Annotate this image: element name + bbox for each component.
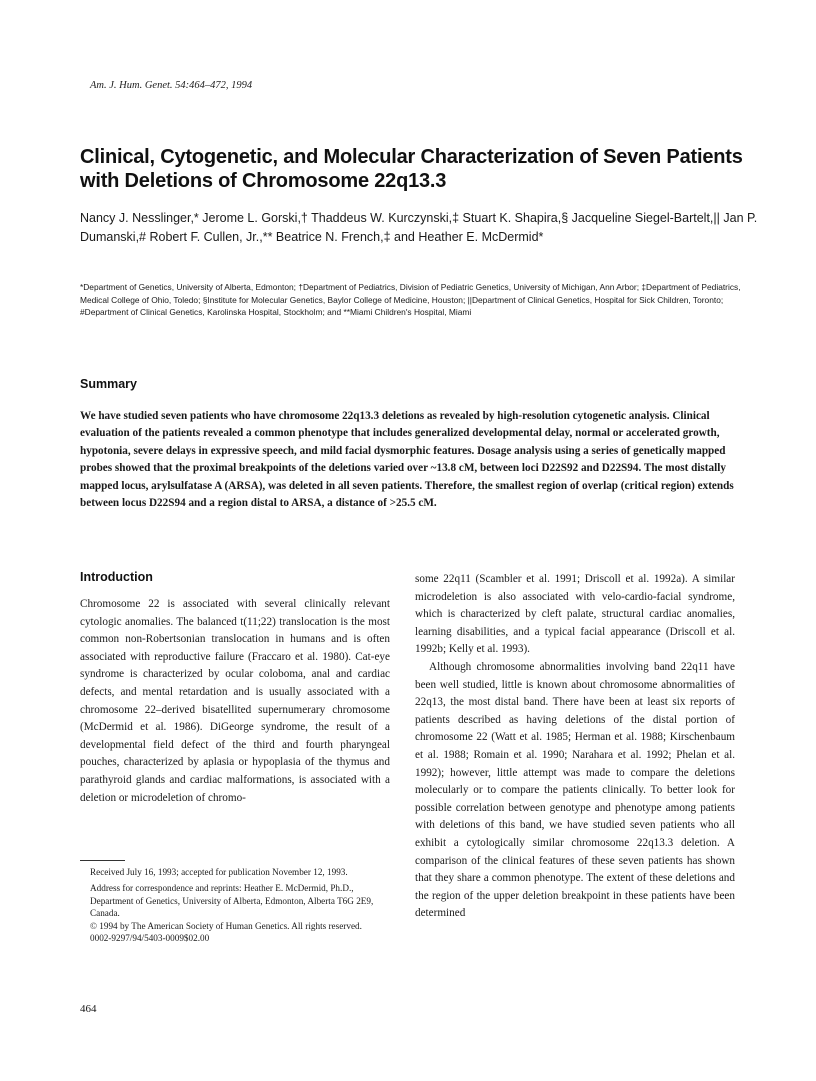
summary-text: We have studied seven patients who have chromosome 22q13.3 deletions as revealed by high-resolution cytogenetic analysis. Clinical evaluation of the patients revealed a common phenotype that includes generalized developmental delay, normal or accelerated growth, hypotonia, severe delays in expressive speech, and mild facial dysmorphic features. Dosage analysis using a series of genetically mapped probes showed that the proximal breakpoints of the deletions varied over ~13.8 cM, between loci D22S92 and D22S94. The most distally mapped locus, arylsulfatase A (ARSA), was deleted in all seven patients. Therefore, the smallest region of overlap (critical region) extends between locus D22S94 and a region distal to ARSA, a distance of >25.5 cM. <box>80 410 734 510</box>
footnote-copyright: © 1994 by The American Society of Human Genetics. All rights reserved. <box>90 920 362 931</box>
left-column <box>80 570 390 807</box>
introduction-heading: Introduction <box>80 570 153 584</box>
summary-heading: Summary <box>80 377 137 391</box>
footnote-code: 0002-9297/94/5403-0009$02.00 <box>90 933 210 944</box>
introduction-paragraph-1-continued: some 22q11 (Scambler et al. 1991; Driscoll et al. 1992a). A similar microdeletion is also associated with velo-cardio-facial syndrome, which is characterized by cleft palate, structural cardiac anomalies, learning disabilities, and a typical facial appearance (Driscoll et al. 1992b; Kelly et al. 1993). <box>415 573 735 656</box>
introduction-paragraph-2: Although chromosome abnormalities involving band 22q11 have been well studied, little is known about chromosome abnormalities of 22q13, the most distal band. There have been at least six reports of patients described as having deletions of the distal portion of chromosome 22 (Watt et al. 1985; Herman et al. 1988; Kirschenbaum et al. 1988; Romain et al. 1990; Narahara et al. 1992; Phelan et al. 1992); however, little attempt was made to compare the deletions molecularly or to compare the patients clinically. To better look for possible correlation between genotype and phenotype among patients with deletions of this band, we have studied seven patients who all exhibit a cytologically similar chromosome 22q13.3 deletion. A comparison of the clinical features of these seven patients has shown that they share a common phenotype. The extent of these deletions and the region of the upper deletion breakpoint in these patients have been determined <box>415 660 735 920</box>
journal-reference: Am. J. Hum. Genet. 54:464–472, 1994 <box>90 80 253 91</box>
footnote-correspondence: Address for correspondence and reprints: Heather E. McDermid, Ph.D., Department of Genetics, University of Alberta, Edmonton, Alberta T6G 2E9, Canada. <box>90 883 374 919</box>
author-list: Nancy J. Nesslinger,* Jerome L. Gorski,† Thaddeus W. Kurczynski,‡ Stuart K. Shapira,§ Jacqueline Siegel-Bartelt,|| Jan P. Dumanski,# Robert F. Cullen, Jr.,** Beatrice N. French,‡ and Heather E. McDermid* <box>80 211 758 244</box>
right-column <box>415 571 735 923</box>
page-number: 464 <box>80 1003 97 1015</box>
footnote-divider <box>80 860 125 861</box>
article-title: Clinical, Cytogenetic, and Molecular Characterization of Seven Patients with Deletions of Chromosome 22q13.3 <box>80 146 743 192</box>
footnotes <box>90 866 390 944</box>
footnote-received: Received July 16, 1993; accepted for publication November 12, 1993. <box>90 867 348 877</box>
introduction-paragraph-1: Chromosome 22 is associated with several clinically relevant cytologic anomalies. The balanced t(11;22) translocation is the most common non-Robertsonian translocation in humans and is often associated with reproductive failure (Fraccaro et al. 1980). Cat-eye syndrome is characterized by ocular coloboma, anal and cardiac defects, and mental retardation and is usually associated with a chromosome 22–derived bisatellited supernumerary chromosome (McDermid et al. 1986). DiGeorge syndrome, the result of a developmental field defect of the third and fourth pharyngeal pouches, characterized by aplasia or hypoplasia of the thymus and parathyroid glands and cardiac malformations, is associated with a deletion or microdeletion of chromo- <box>80 598 390 804</box>
affiliations: *Department of Genetics, University of Alberta, Edmonton; †Department of Pediatrics, Division of Pediatric Genetics, University of Michigan, Ann Arbor; ‡Department of Pediatrics, Medical College of Ohio, Toledo; §Institute for Molecular Genetics, Baylor College of Medicine, Houston; ||Department of Clinical Genetics, Hospital for Sick Children, Toronto; #Department of Clinical Genetics, Karolinska Hospital, Stockholm; and **Miami Children's Hospital, Miami <box>80 282 741 317</box>
